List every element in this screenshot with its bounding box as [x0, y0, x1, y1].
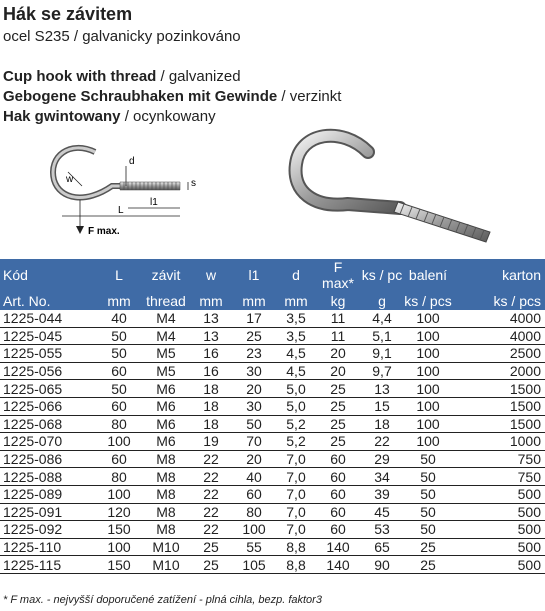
table-cell: 50 [404, 521, 452, 539]
table-cell: 60 [316, 521, 360, 539]
svg-text:F max.: F max. [88, 226, 120, 237]
table-cell: 18 [190, 397, 232, 415]
header-cell: Art. No. [3, 292, 51, 309]
table-row [0, 415, 545, 433]
table-cell: 13 [360, 380, 404, 398]
table-cell: 22 [190, 503, 232, 521]
table-cell: 16 [190, 362, 232, 380]
table-cell: 25 [190, 556, 232, 574]
table-cell: 3,5 [276, 310, 316, 327]
table-cell: 5,0 [276, 397, 316, 415]
table-cell: 15 [360, 397, 404, 415]
table-cell: 13 [190, 327, 232, 345]
table-cell: 20 [232, 380, 276, 398]
svg-text:s: s [191, 178, 196, 189]
table-cell: 50 [404, 468, 452, 486]
table-row [0, 556, 545, 574]
table-cell: 1225-056 [0, 362, 96, 380]
table-cell: 19 [190, 433, 232, 451]
svg-text:d: d [129, 156, 135, 167]
table-row [0, 450, 545, 468]
header-row [0, 259, 545, 291]
header-cell: thread [146, 292, 186, 309]
table-cell: 22 [190, 468, 232, 486]
table-cell: 34 [360, 468, 404, 486]
table-row [0, 380, 545, 398]
table-cell: 140 [316, 538, 360, 556]
table-cell: 140 [316, 556, 360, 574]
table-cell: 60 [96, 362, 142, 380]
header-cell: l1 [248, 267, 260, 283]
table-cell: 500 [452, 485, 545, 503]
table-cell: 80 [96, 468, 142, 486]
table-cell: 18 [360, 415, 404, 433]
table-row [0, 397, 545, 415]
table-cell: 7,0 [276, 503, 316, 521]
table-cell: 1225-066 [0, 397, 96, 415]
table-cell: M6 [142, 433, 190, 451]
table-cell: 100 [404, 345, 452, 363]
table-cell: 18 [190, 415, 232, 433]
header-cell: Kód [3, 267, 28, 283]
table-cell: 80 [232, 503, 276, 521]
table-cell: 90 [360, 556, 404, 574]
table-row [0, 503, 545, 521]
table-cell: M8 [142, 521, 190, 539]
table-cell: 30 [232, 362, 276, 380]
table-cell: M8 [142, 450, 190, 468]
table-row [0, 521, 545, 539]
table-cell: 105 [232, 556, 276, 574]
hook-product-image [280, 120, 510, 250]
table-cell: M8 [142, 485, 190, 503]
table-cell: 25 [316, 415, 360, 433]
table-cell: 17 [232, 310, 276, 327]
table-cell: 7,0 [276, 485, 316, 503]
product-names [3, 67, 341, 127]
table-cell: 4,4 [360, 310, 404, 327]
header-cell: mm [107, 292, 131, 309]
table-cell: 1225-086 [0, 450, 96, 468]
table-row [0, 362, 545, 380]
svg-text:l1: l1 [150, 197, 158, 208]
table-cell: 22 [190, 485, 232, 503]
table-body [0, 310, 545, 573]
table-cell: 50 [96, 327, 142, 345]
table-cell: 23 [232, 345, 276, 363]
table-cell: 7,0 [276, 521, 316, 539]
table-cell: 16 [190, 345, 232, 363]
table-cell: 100 [96, 485, 142, 503]
table-row [0, 433, 545, 451]
table-cell: 1225-110 [0, 538, 96, 556]
table-cell: 750 [452, 450, 545, 468]
table-cell: 500 [452, 538, 545, 556]
table-cell: 7,0 [276, 468, 316, 486]
header-cell: mm [242, 292, 266, 309]
header-cell: mm [284, 292, 308, 309]
header-cell: ks / pcs [493, 292, 541, 309]
table-cell: 9,7 [360, 362, 404, 380]
table-cell: M4 [142, 327, 190, 345]
table-cell: 2000 [452, 362, 545, 380]
table-cell: 100 [404, 397, 452, 415]
table-cell: 4,5 [276, 345, 316, 363]
table-cell: 100 [404, 433, 452, 451]
header-cell: w [205, 267, 217, 283]
header-cell: balení [408, 267, 448, 283]
table-cell: 80 [96, 415, 142, 433]
table-cell: 100 [404, 327, 452, 345]
table-cell: M10 [142, 538, 190, 556]
table-cell: 1225-088 [0, 468, 96, 486]
table-cell: 100 [404, 362, 452, 380]
table-cell: 8,8 [276, 556, 316, 574]
table-cell: 100 [96, 433, 142, 451]
table-cell: 60 [316, 485, 360, 503]
table-cell: 150 [96, 556, 142, 574]
table-cell: 22 [190, 450, 232, 468]
header-cell: mm [199, 292, 223, 309]
table-cell: 53 [360, 521, 404, 539]
table-cell: 1000 [452, 433, 545, 451]
table-cell: 5,1 [360, 327, 404, 345]
table-row [0, 310, 545, 327]
table-cell: 50 [404, 450, 452, 468]
table-cell: 3,5 [276, 327, 316, 345]
table-cell: 60 [316, 450, 360, 468]
table-cell: 100 [404, 310, 452, 327]
table-cell: 29 [360, 450, 404, 468]
name-en: Cup hook with thread / galvanized [3, 68, 241, 85]
table-cell: 11 [316, 327, 360, 345]
table-cell: M6 [142, 397, 190, 415]
table-cell: 50 [404, 503, 452, 521]
table-cell: 45 [360, 503, 404, 521]
table-cell: 25 [316, 380, 360, 398]
table-cell: 20 [232, 450, 276, 468]
table-cell: 5,2 [276, 415, 316, 433]
product-title: Hák se závitem [3, 4, 133, 24]
product-subtitle: ocel S235 / galvanicky pozinkováno [3, 28, 241, 45]
table-cell: 1225-065 [0, 380, 96, 398]
table-cell: M8 [142, 468, 190, 486]
table-cell: 1225-068 [0, 415, 96, 433]
table-cell: 5,0 [276, 380, 316, 398]
table-cell: 9,1 [360, 345, 404, 363]
header-cell: F max* [322, 259, 354, 291]
header-cell: karton [502, 267, 541, 283]
table-cell: 1225-092 [0, 521, 96, 539]
table-cell: 750 [452, 468, 545, 486]
header-row [0, 291, 545, 310]
table-cell: 25 [404, 556, 452, 574]
table-cell: 1225-070 [0, 433, 96, 451]
svg-text:L: L [118, 205, 124, 216]
table-cell: 1500 [452, 380, 545, 398]
table-cell: 50 [96, 345, 142, 363]
hook-dimension-drawing [40, 138, 220, 248]
table-cell: 65 [360, 538, 404, 556]
table-cell: M10 [142, 556, 190, 574]
header-cell: závit [151, 267, 181, 283]
header-cell: L [115, 267, 123, 283]
table-cell: 50 [232, 415, 276, 433]
table-cell: M5 [142, 362, 190, 380]
header-cell: kg [330, 292, 346, 309]
table-cell: 22 [190, 521, 232, 539]
table-cell: 500 [452, 521, 545, 539]
product-table [0, 259, 545, 574]
table-cell: M8 [142, 503, 190, 521]
table-cell: 1225-089 [0, 485, 96, 503]
table-cell: 50 [404, 485, 452, 503]
table-cell: 100 [232, 521, 276, 539]
table-row [0, 468, 545, 486]
table-cell: 13 [190, 310, 232, 327]
table-cell: 100 [404, 380, 452, 398]
footnote: * F max. - nejvyšší doporučené zatížení - plná cihla, bezp. faktor3 [3, 594, 322, 606]
table-row [0, 345, 545, 363]
table-cell: 1225-091 [0, 503, 96, 521]
table-cell: 25 [316, 397, 360, 415]
table-cell: 8,8 [276, 538, 316, 556]
header-cell: d [292, 267, 300, 283]
table-row [0, 538, 545, 556]
table-cell: 20 [316, 362, 360, 380]
table-cell: 100 [96, 538, 142, 556]
table-cell: 25 [404, 538, 452, 556]
name-de: Gebogene Schraubhaken mit Gewinde / verzinkt [3, 88, 342, 105]
table-cell: 500 [452, 503, 545, 521]
header-cell: g [378, 292, 386, 309]
table-cell: 11 [316, 310, 360, 327]
table-cell: 5,2 [276, 433, 316, 451]
table-cell: 25 [190, 538, 232, 556]
table-cell: 2500 [452, 345, 545, 363]
table-cell: M4 [142, 310, 190, 327]
table-cell: 70 [232, 433, 276, 451]
table-cell: M6 [142, 380, 190, 398]
table-row [0, 327, 545, 345]
table-cell: 7,0 [276, 450, 316, 468]
table-cell: 20 [316, 345, 360, 363]
table-cell: 60 [96, 450, 142, 468]
table-cell: 40 [232, 468, 276, 486]
table-cell: M6 [142, 415, 190, 433]
table-cell: 1225-045 [0, 327, 96, 345]
table-header [0, 259, 545, 310]
table-cell: 60 [96, 397, 142, 415]
table-cell: 1500 [452, 415, 545, 433]
table-cell: 18 [190, 380, 232, 398]
table-cell: 150 [96, 521, 142, 539]
header-cell: ks / pcs [404, 292, 452, 309]
table-cell: 30 [232, 397, 276, 415]
table-cell: 60 [316, 503, 360, 521]
name-pl: Hak gwintowany / ocynkowany [3, 108, 216, 125]
table-cell: 60 [232, 485, 276, 503]
table-cell: 50 [96, 380, 142, 398]
table-cell: 4000 [452, 310, 545, 327]
table-cell: 1500 [452, 397, 545, 415]
table-cell: 1225-055 [0, 345, 96, 363]
table-cell: 500 [452, 556, 545, 574]
svg-text:w: w [66, 174, 74, 185]
header-cell: ks / pc [361, 267, 403, 283]
table-cell: M5 [142, 345, 190, 363]
table-cell: 4,5 [276, 362, 316, 380]
table-row [0, 485, 545, 503]
table-cell: 39 [360, 485, 404, 503]
table-cell: 55 [232, 538, 276, 556]
table-cell: 25 [232, 327, 276, 345]
table-cell: 4000 [452, 327, 545, 345]
table-cell: 60 [316, 468, 360, 486]
table-cell: 120 [96, 503, 142, 521]
table-cell: 1225-044 [0, 310, 96, 327]
table-cell: 100 [404, 415, 452, 433]
table-cell: 1225-115 [0, 556, 96, 574]
table-cell: 22 [360, 433, 404, 451]
table-cell: 25 [316, 433, 360, 451]
table-cell: 40 [96, 310, 142, 327]
